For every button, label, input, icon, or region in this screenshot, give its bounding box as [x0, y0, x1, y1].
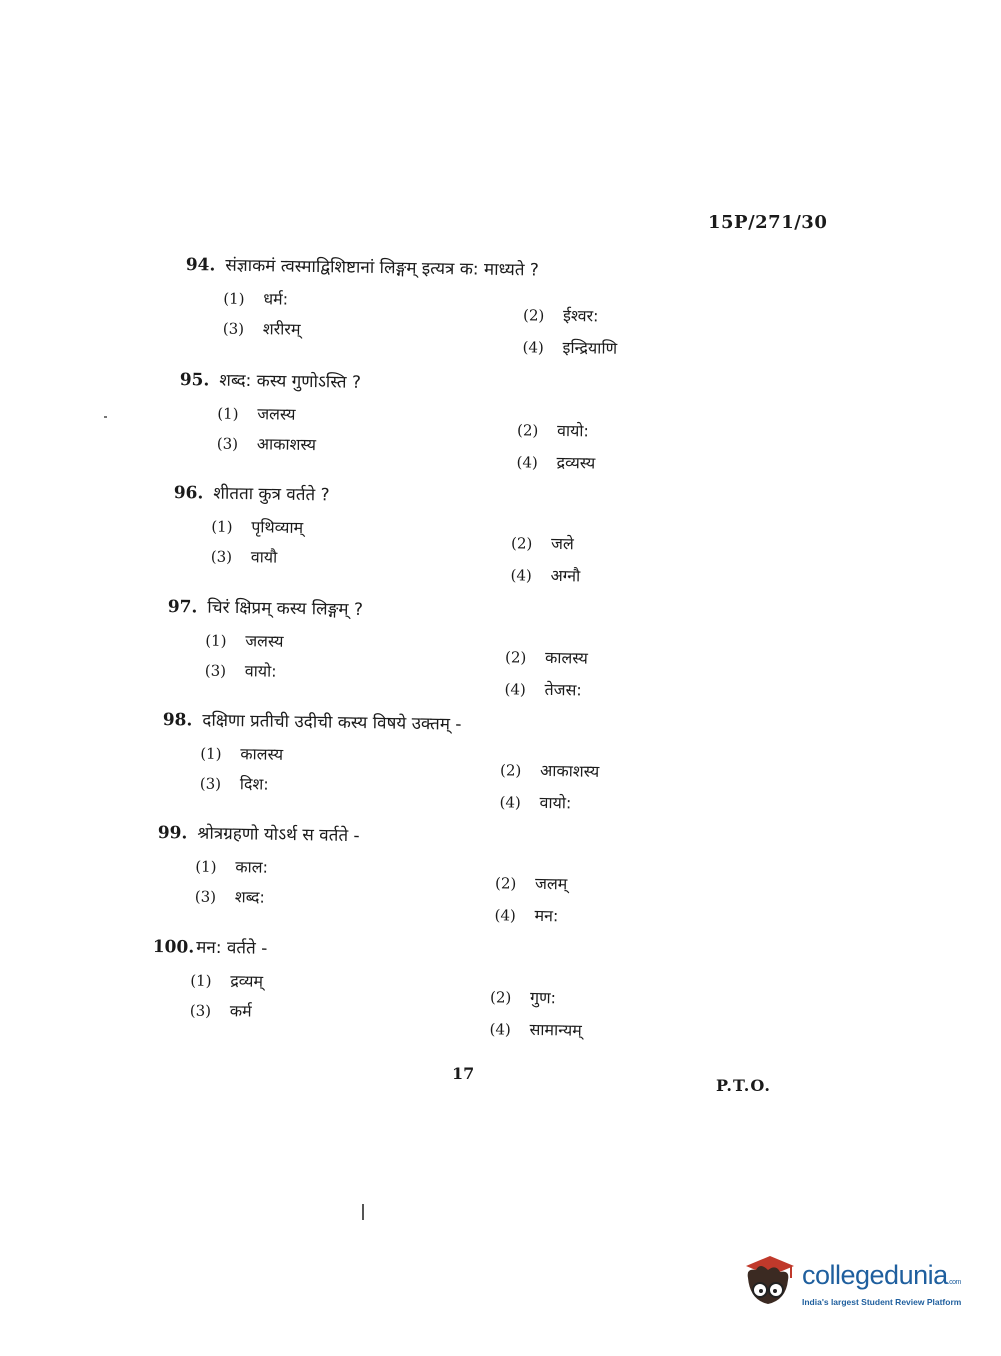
text: अग्नौ — [550, 565, 581, 586]
option-index: (4) — [489, 1020, 511, 1039]
text: वायो: — [244, 661, 277, 681]
option-index: (4) — [494, 906, 516, 925]
text: पृथिव्याम् — [251, 517, 304, 538]
option-3 — [223, 317, 301, 340]
option-3 — [211, 545, 278, 568]
text: वायो: — [556, 420, 590, 441]
option-1 — [195, 855, 268, 878]
text: इन्द्रियाणि — [562, 337, 618, 358]
question-96 — [172, 480, 734, 599]
text: वायो: — [539, 792, 572, 813]
page-number: 17 — [452, 1064, 475, 1083]
scan-mark — [362, 1204, 364, 1220]
question-stem — [158, 820, 360, 846]
mascot-icon — [740, 1250, 798, 1310]
option-index: (1) — [223, 289, 245, 308]
question-99 — [156, 820, 718, 939]
option-index: (1) — [200, 744, 222, 763]
question-number: 94. — [185, 254, 216, 276]
option-index: (4) — [504, 680, 526, 699]
option-4 — [494, 903, 558, 926]
option-2 — [500, 758, 600, 782]
option-index: (2) — [504, 648, 527, 667]
option-4 — [510, 563, 580, 586]
text: कालस्य — [544, 647, 588, 668]
question-stem — [153, 934, 268, 959]
collegedunia-watermark — [740, 1248, 970, 1318]
text: तेजस: — [544, 679, 582, 700]
option-index: (2) — [516, 421, 539, 440]
brand-name: collegedunia.com — [802, 1260, 961, 1290]
text: शब्द: कस्य गुणोऽस्ति ? — [219, 370, 362, 393]
option-index: (1) — [211, 517, 233, 536]
option-index: (1) — [205, 631, 227, 650]
text: दिश: — [239, 774, 269, 794]
paper-code: 15P/271/30 — [708, 212, 828, 233]
text: वायौ — [250, 547, 278, 567]
question-98 — [161, 707, 723, 826]
option-3 — [200, 772, 269, 795]
text: शरीरम् — [262, 319, 301, 339]
text: ईश्वर: — [562, 305, 599, 326]
question-95 — [178, 367, 740, 486]
option-index: (3) — [222, 319, 245, 338]
question-97 — [166, 594, 728, 713]
option-1 — [223, 287, 288, 310]
option-index: (1) — [195, 857, 217, 876]
option-index: (4) — [510, 566, 532, 585]
text: जलस्य — [257, 404, 296, 424]
option-1 — [200, 742, 283, 765]
text: आकाशस्य — [256, 434, 317, 455]
option-index: (4) — [522, 338, 544, 357]
text: संज्ञाकमं त्वस्माद्विशिष्टानां लिङ्गम् इत्यत्र क: माध्यते ? — [225, 255, 540, 281]
text: जले — [550, 533, 574, 554]
option-3 — [205, 659, 277, 682]
option-index: (2) — [489, 988, 512, 1007]
option-2 — [490, 985, 556, 1008]
question-number: 100. — [152, 936, 195, 958]
brand-tagline: India's largest Student Review Platform — [802, 1297, 962, 1307]
option-1 — [217, 402, 296, 425]
option-4 — [499, 790, 571, 813]
option-4 — [516, 450, 595, 473]
option-4 — [489, 1017, 582, 1040]
option-4 — [504, 677, 582, 700]
text: सामान्यम् — [529, 1019, 582, 1040]
question-number: 97. — [167, 596, 198, 618]
option-2 — [523, 303, 599, 326]
text: कालस्य — [240, 744, 284, 764]
text: जलम् — [534, 873, 568, 894]
text: काल: — [235, 857, 269, 877]
option-4 — [522, 335, 617, 358]
text: मन: वर्तते - — [196, 937, 268, 959]
option-3 — [217, 432, 317, 456]
option-index: (4) — [499, 793, 521, 812]
option-1 — [190, 969, 263, 992]
option-index: (2) — [510, 534, 533, 553]
text: द्रव्यस्य — [556, 452, 596, 473]
text: आकाशस्य — [539, 760, 600, 781]
text: कर्म — [229, 1001, 252, 1021]
question-number: 95. — [179, 369, 210, 391]
option-1 — [205, 629, 284, 652]
text: शीतता कुत्र वर्तते ? — [213, 483, 330, 506]
option-index: (2) — [499, 761, 522, 780]
option-2 — [495, 871, 568, 894]
text: द्रव्यम् — [230, 971, 264, 991]
text: जलस्य — [245, 631, 284, 651]
option-index: (2) — [494, 874, 517, 893]
option-index: (3) — [194, 887, 217, 906]
option-1 — [211, 515, 303, 538]
option-2 — [517, 418, 589, 441]
option-index: (3) — [210, 547, 233, 566]
text: मन: — [534, 905, 559, 926]
text: शब्द: — [234, 887, 266, 907]
question-number: 99. — [157, 822, 188, 844]
option-index: (4) — [516, 453, 538, 472]
option-2 — [511, 531, 574, 554]
question-94 — [184, 252, 746, 371]
question-100 — [151, 934, 713, 1053]
option-index: (3) — [204, 661, 227, 680]
question-stem — [186, 252, 539, 281]
option-index: (3) — [189, 1001, 212, 1020]
text: गुण: — [529, 987, 557, 1008]
question-stem — [180, 367, 362, 393]
scan-dot — [104, 416, 107, 418]
question-number: 98. — [162, 709, 193, 731]
text: चिरं क्षिप्रम् कस्य लिङ्गम् ? — [207, 597, 364, 621]
question-stem — [163, 707, 462, 735]
option-index: (3) — [199, 774, 222, 793]
question-number: 96. — [173, 482, 204, 504]
option-3 — [190, 999, 252, 1022]
option-index: (1) — [217, 404, 239, 423]
text: धर्म: — [263, 289, 289, 309]
text: दक्षिणा प्रतीची उदीची कस्य विषये उक्तम् - — [202, 710, 462, 735]
option-3 — [195, 885, 265, 908]
pto-label: P.T.O. — [716, 1076, 771, 1095]
question-stem — [174, 480, 330, 505]
option-2 — [505, 645, 588, 668]
option-index: (3) — [216, 434, 239, 453]
question-stem — [168, 594, 364, 620]
option-index: (1) — [190, 971, 212, 990]
option-index: (2) — [522, 306, 545, 325]
text: श्रोत्रग्रहणो योऽर्थ स वर्तते - — [197, 823, 360, 847]
